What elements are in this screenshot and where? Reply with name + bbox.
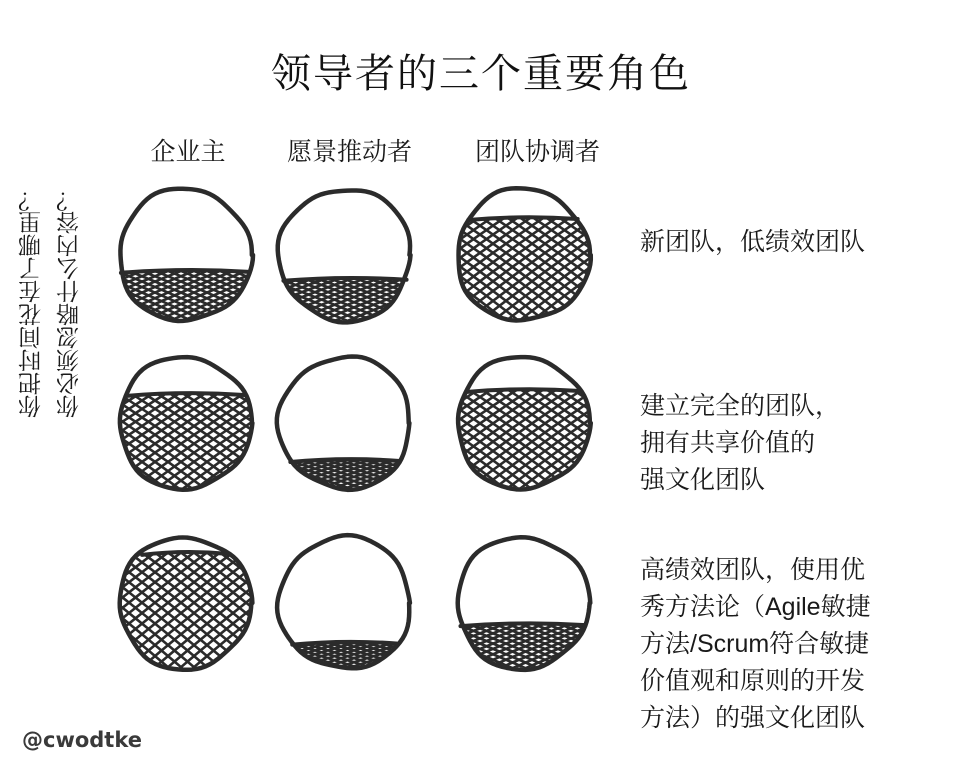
proportion-circle xyxy=(110,528,260,678)
proportion-circle xyxy=(270,528,420,678)
row-description-line: 方法/Scrum符合敏捷 xyxy=(640,630,870,658)
circle-cell xyxy=(270,348,420,498)
column-header-vision: 愿景推动者 xyxy=(286,138,412,166)
row-description-line: 新团队，低绩效团队 xyxy=(640,228,866,256)
page-title: 领导者的三个重要角色 xyxy=(271,52,691,96)
axis-labels xyxy=(0,178,110,538)
circle-cell xyxy=(448,180,598,330)
column-header-owner: 企业主 xyxy=(150,138,226,166)
row-description-line: 拥有共享价值的 xyxy=(640,429,816,457)
row-description-line: 方法）的强文化团队 xyxy=(640,704,866,732)
row-description-3 xyxy=(640,552,871,737)
circle-cell xyxy=(110,180,260,330)
circle-cell xyxy=(448,348,598,498)
proportion-circle xyxy=(448,348,598,498)
row-description-1 xyxy=(640,224,865,261)
row-description-line: 强文化团队 xyxy=(640,466,766,494)
circle-cell xyxy=(448,528,598,678)
row-description-2 xyxy=(640,388,840,499)
proportion-circle xyxy=(110,348,260,498)
circle-cell xyxy=(270,528,420,678)
side-label-ignore: 你必须忽略什么内容？ xyxy=(56,188,82,418)
circle-cell xyxy=(110,528,260,678)
proportion-circle xyxy=(270,348,420,498)
row-description-line: 价值观和原则的开发 xyxy=(640,667,866,695)
circle-cell xyxy=(270,180,420,330)
proportion-circle xyxy=(270,180,420,330)
proportion-circle xyxy=(110,180,260,330)
row-description-line: 秀方法论（Agile敏捷 xyxy=(640,593,871,621)
row-description-line: 高绩效团队，使用优 xyxy=(640,556,866,584)
circle-cell xyxy=(110,348,260,498)
side-label-time: 你把时间花在了哪里？ xyxy=(18,188,44,418)
row-description-line: 建立完全的团队， xyxy=(640,392,841,420)
proportion-circle xyxy=(448,180,598,330)
author-handle: @cwodtke xyxy=(22,728,142,752)
column-header-coordinator: 团队协调者 xyxy=(474,138,600,166)
proportion-circle xyxy=(448,528,598,678)
